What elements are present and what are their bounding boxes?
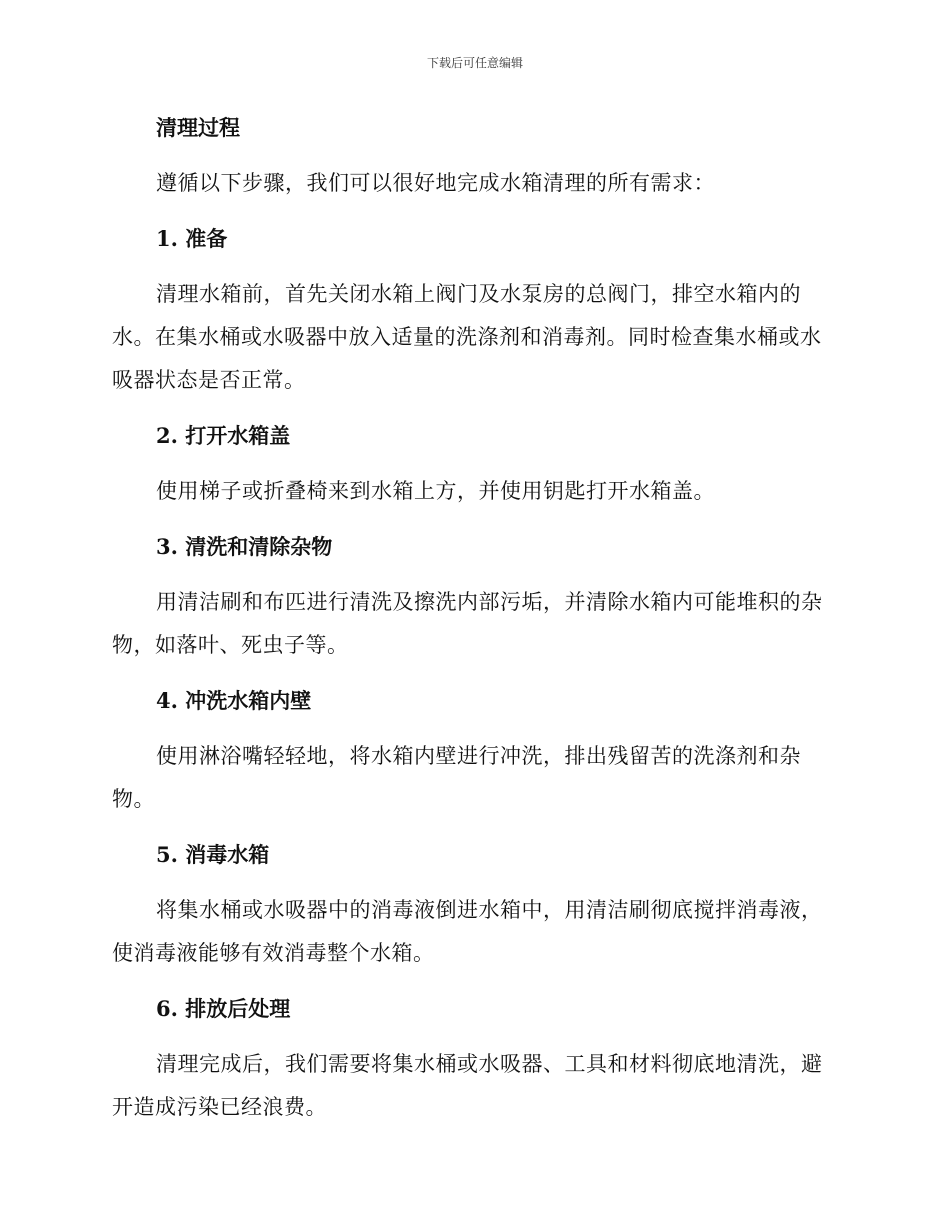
step-6-heading: 6. 排放后处理 [156,996,291,1021]
step-5-heading: 5. 消毒水箱 [156,842,270,867]
step-1-body: 清理水箱前，首先关闭水箱上阀门及水泵房的总阀门，排空水箱内的水。在集水桶或水吸器中放入适量的洗涤剂和消毒剂。同时检查集水桶或水吸器状态是否正常。 [112,282,822,392]
step-3-heading: 3. 清洗和清除杂物 [156,534,333,559]
step-4-body: 使用淋浴嘴轻轻地，将水箱内壁进行冲洗，排出残留苦的洗涤剂和杂物。 [112,744,801,811]
page-header: 下载后可任意编辑 [426,56,523,70]
section-title: 清理过程 [156,115,240,140]
document-body [112,108,834,1143]
step-3-body: 用清洁刷和布匹进行清洗及擦洗内部污垢，并清除水箱内可能堆积的杂物，如落叶、死虫子等。 [112,590,823,657]
step-2-body: 使用梯子或折叠椅来到水箱上方，并使用钥匙打开水箱盖。 [156,479,715,503]
step-4-heading: 4. 冲洗水箱内壁 [156,688,312,713]
intro-paragraph: 遵循以下步骤，我们可以很好地完成水箱清理的所有需求： [156,171,715,195]
step-2-heading: 2. 打开水箱盖 [156,423,291,448]
step-6-body: 清理完成后，我们需要将集水桶或水吸器、工具和材料彻底地清洗，避开造成污染已经浪费。 [112,1052,823,1119]
step-1-heading: 1. 准备 [156,226,228,251]
step-5-body: 将集水桶或水吸器中的消毒液倒进水箱中，用清洁刷彻底搅拌消毒液，使消毒液能够有效消毒整个水箱。 [112,898,823,965]
